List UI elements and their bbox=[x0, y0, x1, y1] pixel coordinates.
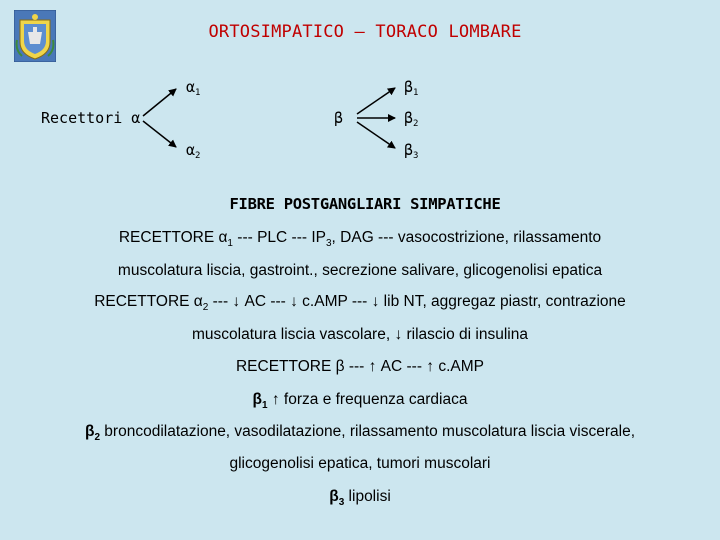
beta-label: β bbox=[334, 109, 344, 127]
alpha-2-label: $\alpha_2$ bbox=[186, 141, 201, 161]
beta2-line-2: glicogenolisi epatica, tumori muscolari bbox=[229, 455, 491, 472]
alpha2-line-2: muscolatura liscia vascolare, ↓ rilascio di insulina bbox=[192, 326, 528, 343]
arrow-to-alpha-2 bbox=[143, 121, 176, 147]
alpha2-line-1: RECETTORE $\alpha_2$ --- ↓ AC --- ↓ c.AMP --- ↓ lib NT, aggregaz piastr, contrazione bbox=[94, 293, 626, 313]
beta3-line: $\beta_3$ lipolisi bbox=[329, 488, 391, 508]
recettori-alpha-label: Recettori α bbox=[41, 109, 141, 127]
arrow-to-beta-1 bbox=[357, 88, 395, 114]
alpha1-line-1: RECETTORE $\alpha_1$ --- PLC --- $IP_3$, DAG --- vasocostrizione, rilassamento bbox=[118, 229, 602, 249]
arrow-to-alpha-1 bbox=[143, 89, 176, 116]
fibre-heading: FIBRE POSTGANGLIARI SIMPATICHE bbox=[229, 195, 501, 213]
beta1-line: $\beta_1$ ↑ forza e frequenza cardiaca bbox=[252, 391, 468, 411]
alpha-1-label: $\alpha_1$ bbox=[186, 78, 201, 98]
beta-2-label: $\beta_2$ bbox=[404, 109, 419, 129]
beta-receptor-line: RECETTORE β --- ↑ AC --- ↑ c.AMP bbox=[235, 358, 484, 375]
beta-1-label: $\beta_1$ bbox=[404, 78, 419, 98]
arrow-to-beta-3 bbox=[357, 122, 395, 148]
beta-3-label: $\beta_3$ bbox=[404, 141, 419, 161]
beta2-line-1: $\beta_2$ broncodilatazione, vasodilatazione, rilassamento muscolatura liscia viscerale, bbox=[84, 423, 636, 443]
alpha1-line-2: muscolatura liscia, gastroint., secrezione salivare, glicogenolisi epatica bbox=[117, 262, 603, 279]
page-title: ORTOSIMPATICO – TORACO LOMBARE bbox=[208, 22, 522, 42]
